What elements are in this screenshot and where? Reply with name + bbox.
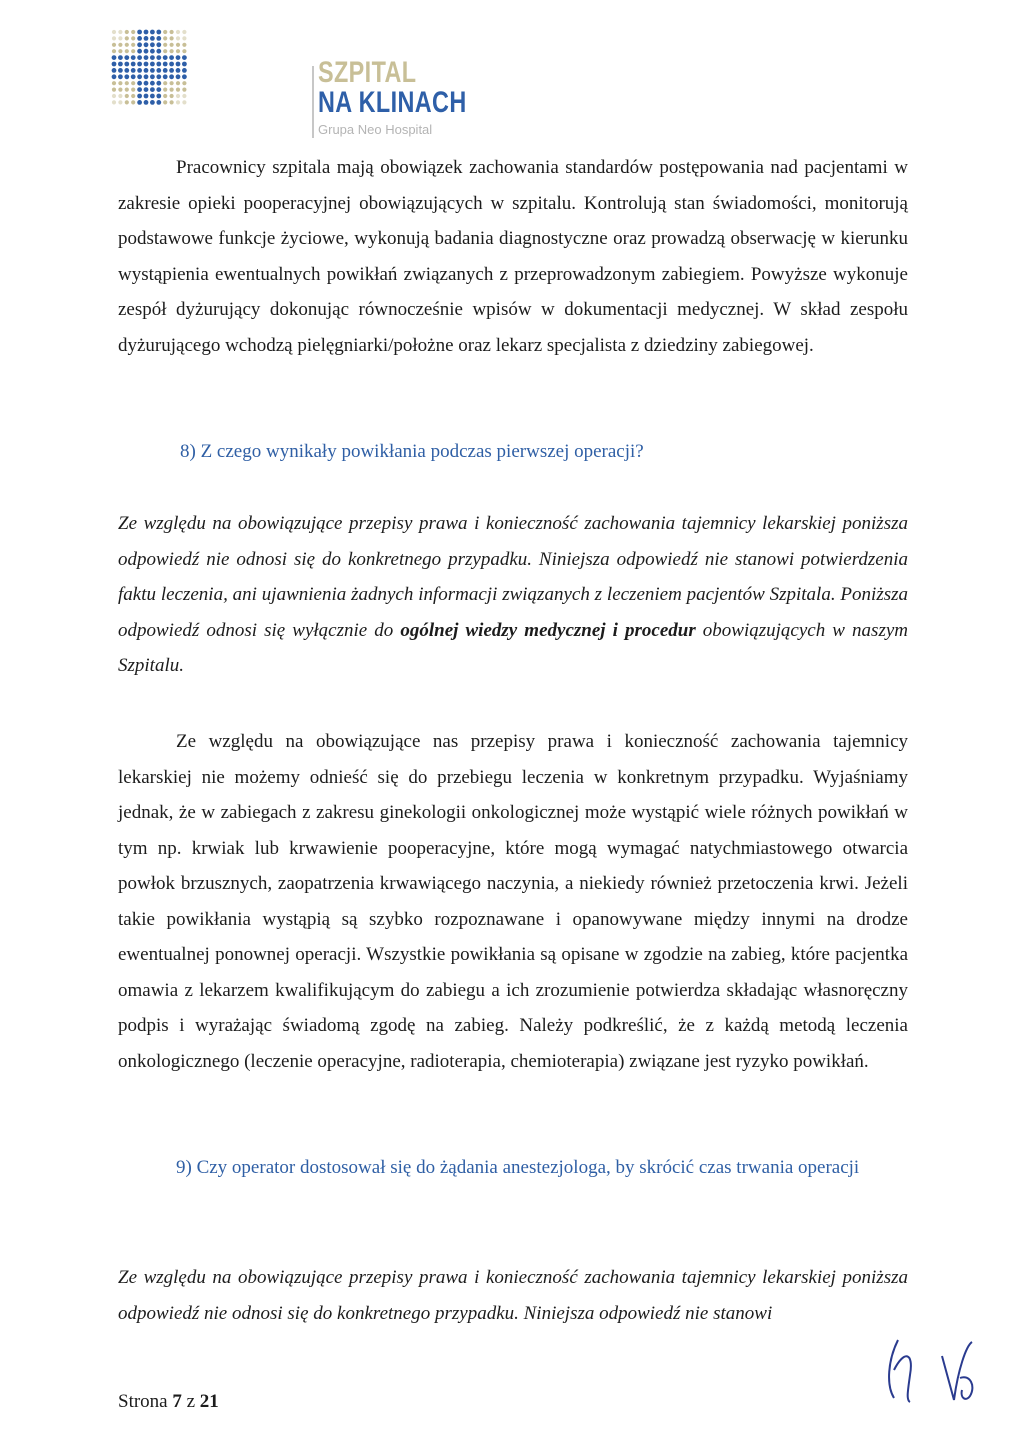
page-number xyxy=(118,1391,219,1413)
logo-dot xyxy=(137,94,142,99)
logo-dot-grid-icon xyxy=(110,28,190,108)
logo-dot xyxy=(112,74,117,79)
logo-dot xyxy=(170,94,174,98)
logo-dot xyxy=(137,68,142,73)
logo-dot xyxy=(118,30,122,34)
logo-dot xyxy=(118,43,122,47)
logo-dot xyxy=(169,55,174,60)
logo-dot xyxy=(150,49,155,54)
logo-dot xyxy=(150,68,155,73)
logo-dot xyxy=(150,100,155,105)
logo-dot xyxy=(170,81,174,85)
logo-dot xyxy=(118,88,122,92)
disclaimer-1-text-a: Ze względu na obowiązujące przepisy prawa i konieczność zachowania tajemnicy lekarskiej poniższa odpowiedź nie odnosi się do konkretnego przypadku. Niniejsza odpowiedź nie stanowi potwierdzenia faktu leczenia, ani ujawnienia żadnych informacji związanych z leczeniem pacjentów Szpitala. Poniższa odpowiedź odnosi się wyłącznie do xyxy=(118,513,908,641)
logo-dot xyxy=(137,30,142,35)
logo-dot xyxy=(176,81,180,85)
logo-dot xyxy=(144,100,149,105)
logo-dot xyxy=(150,62,155,67)
logo-dot xyxy=(137,49,142,54)
logo-dot xyxy=(156,74,161,79)
logo-dot xyxy=(170,49,174,53)
logo-dot xyxy=(144,49,149,54)
logo-dot xyxy=(131,62,136,67)
logo-dot xyxy=(137,62,142,67)
logo-dot xyxy=(118,62,123,67)
logo-dot xyxy=(176,55,181,60)
logo-dot xyxy=(156,55,161,60)
logo-dot xyxy=(150,94,155,99)
logo-dot xyxy=(163,94,167,98)
logo-dot xyxy=(169,74,174,79)
logo-dot xyxy=(182,81,186,85)
logo-dot xyxy=(118,74,123,79)
logo-dot xyxy=(131,100,135,104)
logo-dot xyxy=(124,55,129,60)
logo-dot xyxy=(170,100,174,104)
logo-dot xyxy=(176,36,180,40)
logo-dot xyxy=(137,42,142,47)
logo-dot xyxy=(144,42,149,47)
logo-dot xyxy=(163,36,167,40)
logo-dot xyxy=(182,68,187,73)
hospital-logo xyxy=(110,28,467,137)
brand-name-line2: NA KLINACH xyxy=(318,86,467,119)
logo-dot xyxy=(163,81,167,85)
logo-dot xyxy=(169,62,174,67)
logo-dot xyxy=(112,62,117,67)
logo-dot xyxy=(144,74,149,79)
logo-dot xyxy=(182,36,186,40)
logo-dot xyxy=(156,100,161,105)
logo-dot xyxy=(144,62,149,67)
logo-dot xyxy=(131,94,135,98)
logo-dot xyxy=(182,94,186,98)
logo-dot xyxy=(163,88,167,92)
logo-dot xyxy=(156,87,161,92)
paragraph-postoperative-care: Pracownicy szpitala mają obowiązek zachowania standardów postępowania nad pacjentami w zakresie opieki pooperacyjnej obowiązujących w szpitalu. Kontrolują stan świadomości, monitorują podstawowe funkcje życiowe, wykonują badania diagnostyczne oraz prowadzą obserwację w kierunku wystąpienia ewentualnych powikłań związanych z przeprowadzonym zabiegiem. Powyższe wykonuje zespół dyżurujący dokonując równocześnie wpisów w dokumentacji medycznej. W skład zespołu dyżurującego wchodzą pielęgniarki/położne oraz lekarz specjalista z dziedziny zabiegowej. xyxy=(118,157,908,356)
paragraph-complications: Ze względu na obowiązujące nas przepisy prawa i konieczność zachowania tajemnicy lekarskiej nie możemy odnieść się do przebiegu leczenia w konkretnym przypadku. Wyjaśniamy jednak, że w zabiegach z zakresu ginekologii onkologicznej może wystąpić wiele różnych powikłań w tym np. krwiak lub krwawienie pooperacyjne, które mogą wymagać natychmiastowego otwarcia powłok brzusznych, zaopatrzenia krwawiącego naczynia, a niekiedy również przetoczenia krwi. Jeżeli takie powikłania wystąpią są szybko rozpoznawane i opanowywane między innymi na drodze ewentualnej ponownej operacji. Wszystkie powikłania są opisane w zgodzie na zabieg, które pacjentka omawia z lekarzem kwalifikującym do zabiegu a ich zrozumienie potwierdza składając własnoręczny podpis i wyrażając świadomą zgodę na zabieg. Należy podkreślić, że z każdą metodą leczenia onkologicznego (leczenie operacyjne, radioterapia, chemioterapia) związane jest ryzyko powikłań. xyxy=(118,731,908,1072)
disclaimer-1 xyxy=(118,506,908,684)
logo-dot xyxy=(182,88,186,92)
logo-dot xyxy=(131,43,135,47)
logo-dot xyxy=(156,94,161,99)
logo-dot xyxy=(163,43,167,47)
logo-dot xyxy=(124,74,129,79)
logo-dot xyxy=(176,100,180,104)
logo-dot xyxy=(182,74,187,79)
logo-dot xyxy=(144,30,149,35)
logo-dot xyxy=(163,55,168,60)
logo-dot xyxy=(150,74,155,79)
logo-dot xyxy=(137,36,142,41)
logo-dot xyxy=(112,43,116,47)
logo-dot xyxy=(169,68,174,73)
logo-dot xyxy=(150,81,155,86)
logo-dot xyxy=(150,42,155,47)
logo-dot xyxy=(170,43,174,47)
logo-dot xyxy=(125,49,129,53)
logo-dot xyxy=(131,49,135,53)
logo-dot xyxy=(156,36,161,41)
brand-name-line1: SZPITAL xyxy=(318,56,417,89)
logo-dot xyxy=(131,81,135,85)
logo-dot xyxy=(163,49,167,53)
logo-dot xyxy=(163,68,168,73)
logo-dot xyxy=(144,87,149,92)
logo-dot xyxy=(131,30,135,34)
logo-dot xyxy=(137,55,142,60)
logo-dot xyxy=(137,87,142,92)
page-current: 7 xyxy=(172,1391,182,1412)
logo-dot xyxy=(182,49,186,53)
logo-dot xyxy=(156,49,161,54)
logo-dot xyxy=(118,68,123,73)
logo-dot xyxy=(112,68,117,73)
logo-dot xyxy=(125,100,129,104)
logo-dot xyxy=(131,36,135,40)
logo-dot xyxy=(176,68,181,73)
logo-dot xyxy=(125,81,129,85)
logo-dot xyxy=(150,87,155,92)
logo-dot xyxy=(112,81,116,85)
disclaimer-1-bold: ogólnej wiedzy medycznej i procedur xyxy=(400,619,696,641)
logo-dot xyxy=(118,94,122,98)
logo-dot xyxy=(182,55,187,60)
logo-dot xyxy=(137,100,142,105)
logo-dot xyxy=(112,49,116,53)
logo-dot xyxy=(163,62,168,67)
logo-dot xyxy=(131,68,136,73)
logo-dot xyxy=(170,88,174,92)
logo-dot xyxy=(124,68,129,73)
logo-dot xyxy=(125,94,129,98)
logo-dot xyxy=(125,88,129,92)
logo-dot xyxy=(156,81,161,86)
logo-dot xyxy=(182,62,187,67)
logo-dot xyxy=(118,100,122,104)
logo-dot xyxy=(170,30,174,34)
logo-dot xyxy=(144,55,149,60)
page-total: 21 xyxy=(199,1391,219,1412)
logo-dot xyxy=(118,49,122,53)
logo-dot xyxy=(176,88,180,92)
logo-dot xyxy=(156,68,161,73)
logo-dot xyxy=(176,49,180,53)
logo-dot xyxy=(112,55,117,60)
logo-dot xyxy=(156,62,161,67)
logo-dot xyxy=(112,100,116,104)
logo-dot xyxy=(150,55,155,60)
disclaimer-1-text-b: obowiązujących w naszym Szpitalu. xyxy=(118,619,908,676)
logo-dot xyxy=(112,88,116,92)
logo-dot xyxy=(125,30,129,34)
page-of: z xyxy=(186,1391,196,1412)
logo-dot xyxy=(144,94,149,99)
question-9: 9) Czy operator dostosował się do żądania anestezjologa, by skrócić czas trwania operacji xyxy=(176,1157,860,1178)
logo-dot xyxy=(112,36,116,40)
logo-dot xyxy=(176,43,180,47)
logo-dot xyxy=(131,88,135,92)
logo-dot xyxy=(176,30,180,34)
logo-dot xyxy=(144,81,149,86)
logo-dot xyxy=(182,43,186,47)
logo-dot xyxy=(144,68,149,73)
logo-dot xyxy=(112,30,116,34)
logo-dot xyxy=(156,30,161,35)
logo-dot xyxy=(150,30,155,35)
logo-dot xyxy=(125,36,129,40)
logo-dot xyxy=(137,74,142,79)
page-label: Strona xyxy=(118,1391,168,1412)
logo-divider xyxy=(312,66,314,138)
logo-dot xyxy=(182,100,186,104)
logo-dot xyxy=(182,30,186,34)
logo-dot xyxy=(125,43,129,47)
logo-dot xyxy=(150,36,155,41)
handwritten-initials xyxy=(880,1330,990,1410)
logo-dot xyxy=(118,55,123,60)
logo-dot xyxy=(118,81,122,85)
logo-dot xyxy=(176,74,181,79)
logo-dot xyxy=(163,100,167,104)
logo-dot xyxy=(131,74,136,79)
disclaimer-2: Ze względu na obowiązujące przepisy prawa i konieczność zachowania tajemnicy lekarskiej poniższa odpowiedź nie odnosi się do konkretnego przypadku. Niniejsza odpowiedź nie stanowi xyxy=(118,1267,908,1324)
logo-dot xyxy=(124,62,129,67)
logo-dot xyxy=(118,36,122,40)
logo-dot xyxy=(112,94,116,98)
logo-dot xyxy=(144,36,149,41)
logo-dot xyxy=(163,30,167,34)
logo-dot xyxy=(131,55,136,60)
logo-dot xyxy=(176,62,181,67)
brand-subtitle: Grupa Neo Hospital xyxy=(318,122,433,137)
logo-dot xyxy=(176,94,180,98)
logo-dot xyxy=(137,81,142,86)
logo-dot xyxy=(163,74,168,79)
question-8: 8) Z czego wynikały powikłania podczas pierwszej operacji? xyxy=(180,441,644,462)
logo-dot xyxy=(170,36,174,40)
logo-dot xyxy=(156,42,161,47)
